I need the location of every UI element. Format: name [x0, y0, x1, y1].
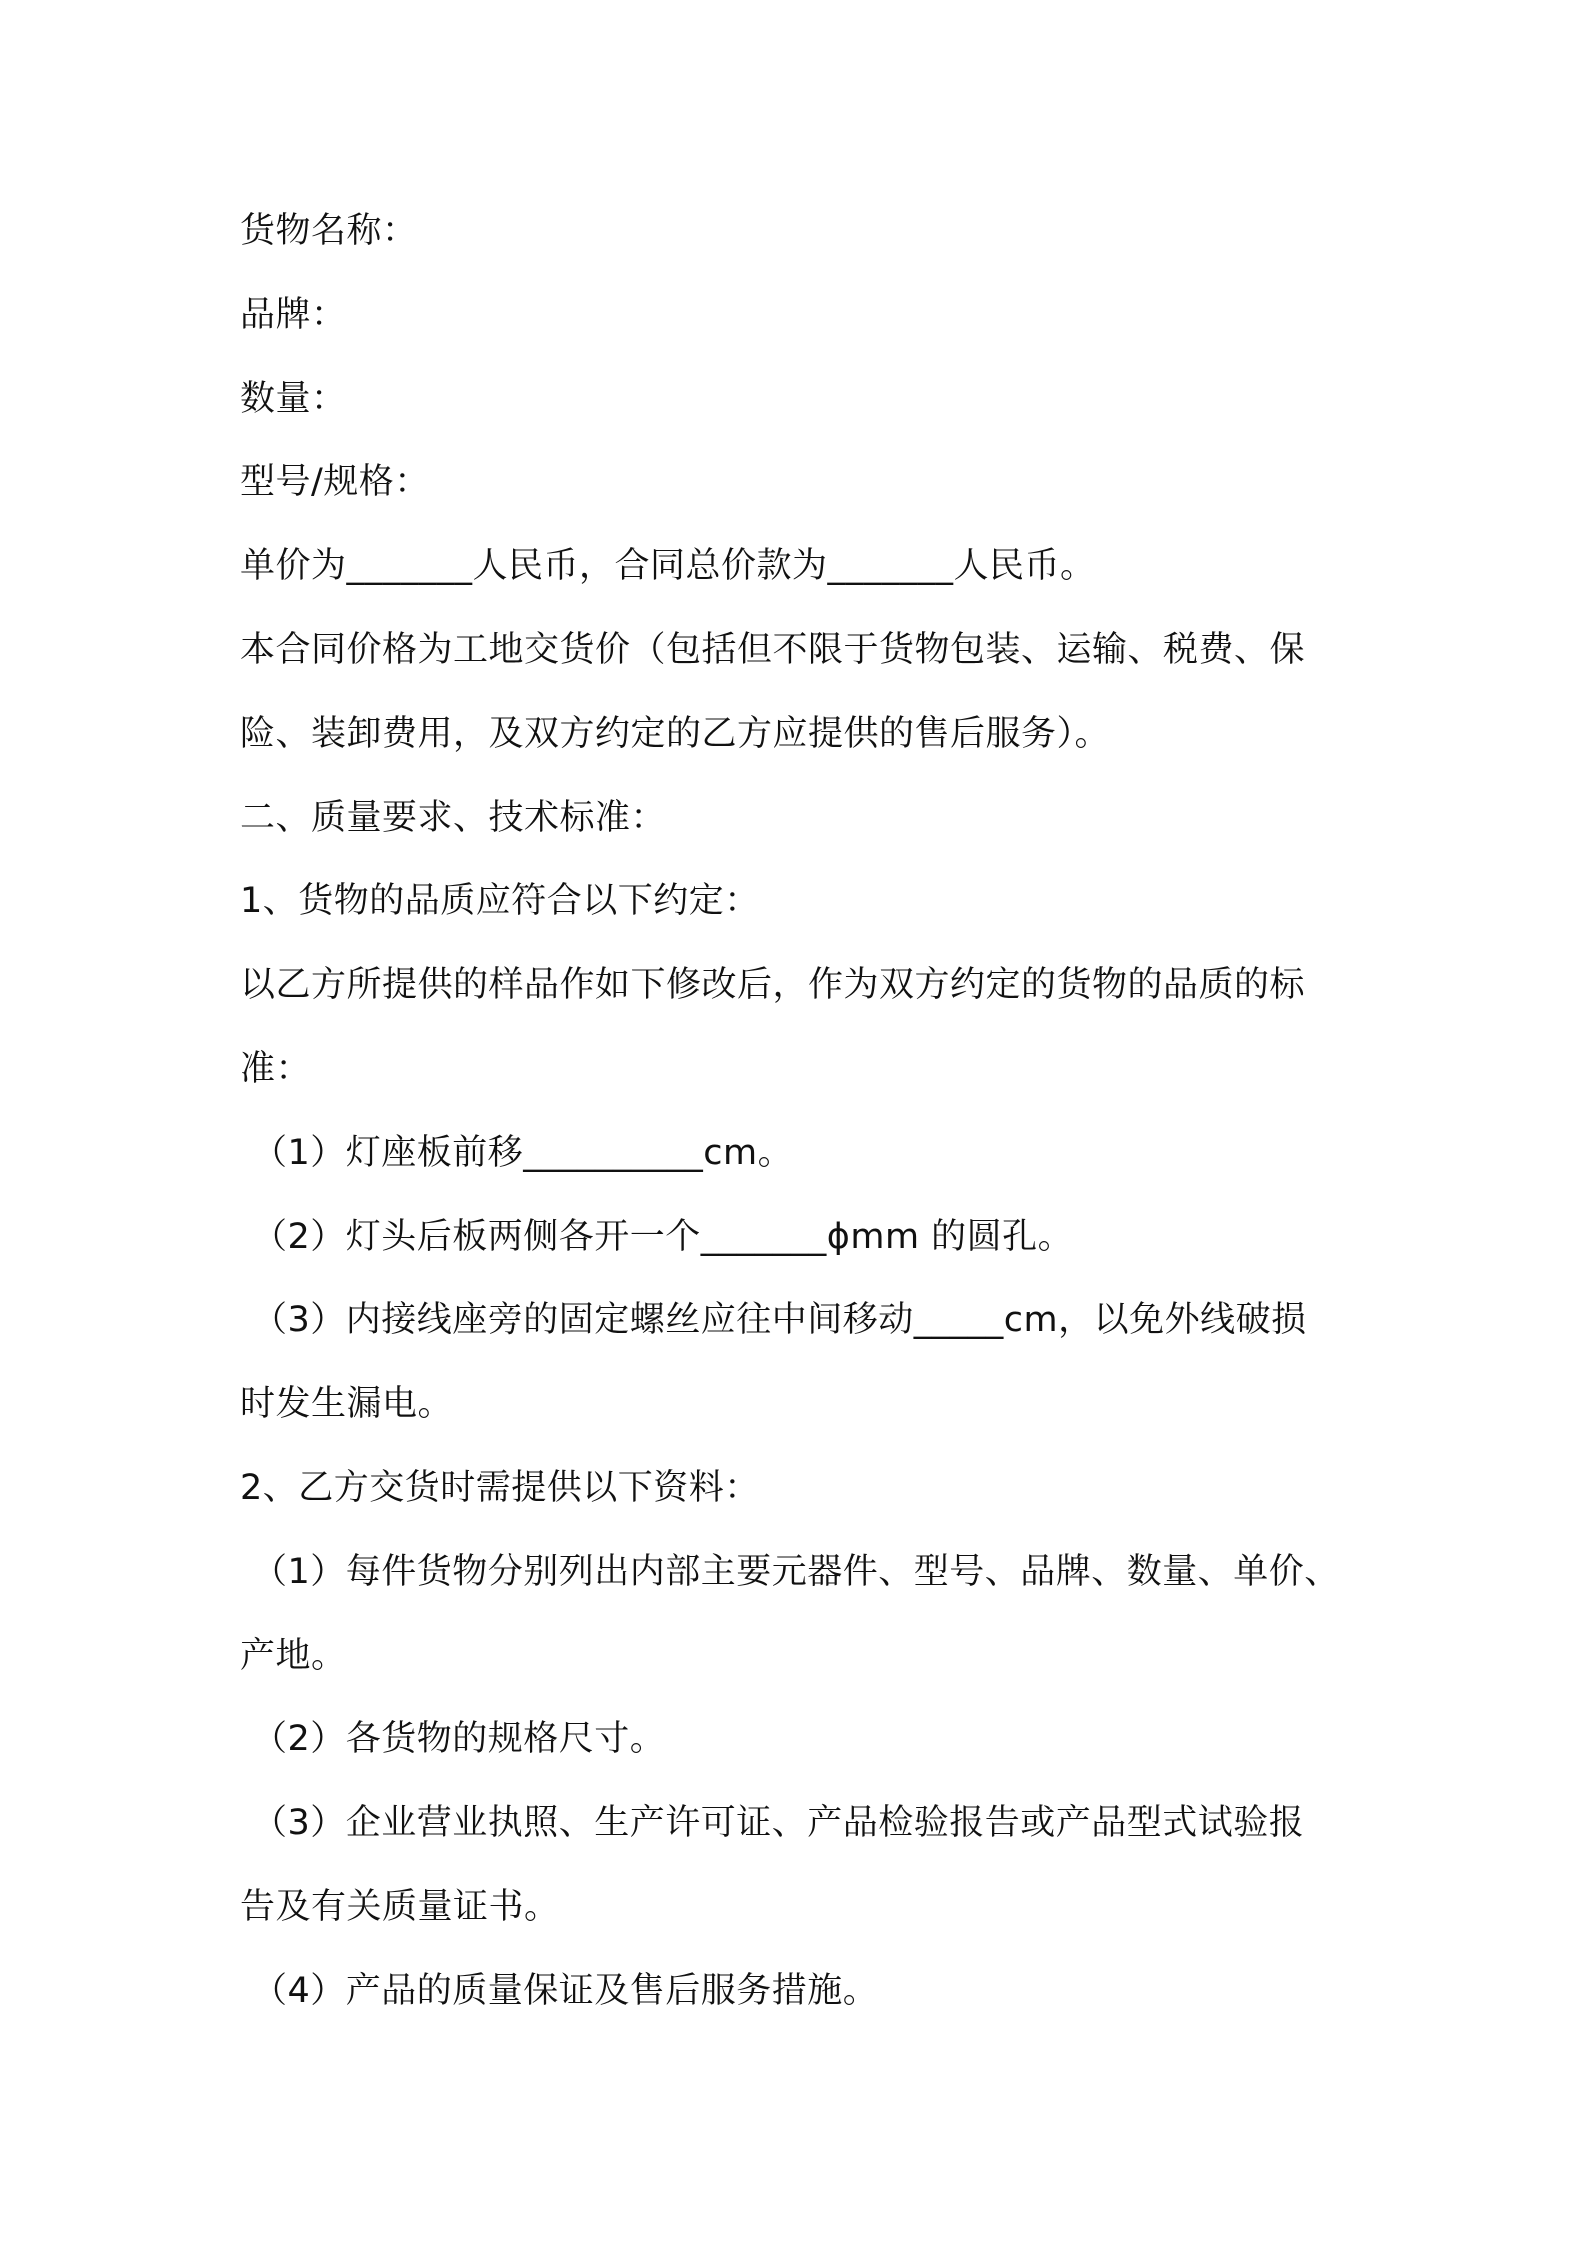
clause-1-intro-line-2: 准：	[240, 1048, 312, 1089]
price-terms-line-2: 险、装卸费用，及双方约定的乙方应提供的售后服务）。	[240, 713, 1111, 754]
clause-1-item-3: （3）内接线座旁的固定螺丝应往中间移动_____cm，以免外线破损	[252, 1300, 1307, 1341]
field-quantity: 数量：	[240, 378, 347, 419]
price-terms-line-1: 本合同价格为工地交货价（包括但不限于货物包装、运输、税费、保	[240, 629, 1306, 670]
clause-2-item-1: （1）每件货物分别列出内部主要元器件、型号、品牌、数量、单价、	[252, 1551, 1340, 1592]
clause-1-intro-line-1: 以乙方所提供的样品作如下修改后，作为双方约定的货物的品质的标	[240, 965, 1306, 1006]
clause-1-item-3-continued: 时发生漏电。	[240, 1384, 454, 1425]
clause-1-heading: 1、货物的品质应符合以下约定：	[240, 881, 760, 922]
document-body	[240, 190, 1370, 2034]
price-clause: 单价为_______人民币，合同总价款为_______人民币。	[240, 546, 1096, 587]
field-model-spec: 型号/规格：	[240, 462, 430, 503]
clause-2-item-3: （3）企业营业执照、生产许可证、产品检验报告或产品型式试验报	[252, 1803, 1305, 1844]
clause-2-item-2: （2）各货物的规格尺寸。	[252, 1719, 666, 1760]
clause-2-item-1-continued: 产地。	[240, 1635, 347, 1676]
section-heading-quality: 二、质量要求、技术标准：	[240, 797, 667, 838]
clause-2-item-3-continued: 告及有关质量证书。	[240, 1886, 560, 1927]
field-goods-name: 货物名称：	[240, 211, 418, 251]
field-brand: 品牌：	[240, 294, 347, 335]
clause-2-item-4: （4）产品的质量保证及售后服务措施。	[252, 1970, 879, 2011]
clause-1-item-1: （1）灯座板前移__________cm。	[252, 1132, 794, 1173]
clause-2-heading: 2、乙方交货时需提供以下资料：	[240, 1467, 760, 1508]
clause-1-item-2: （2）灯头后板两侧各开一个_______ϕmm 的圆孔。	[252, 1216, 1074, 1257]
